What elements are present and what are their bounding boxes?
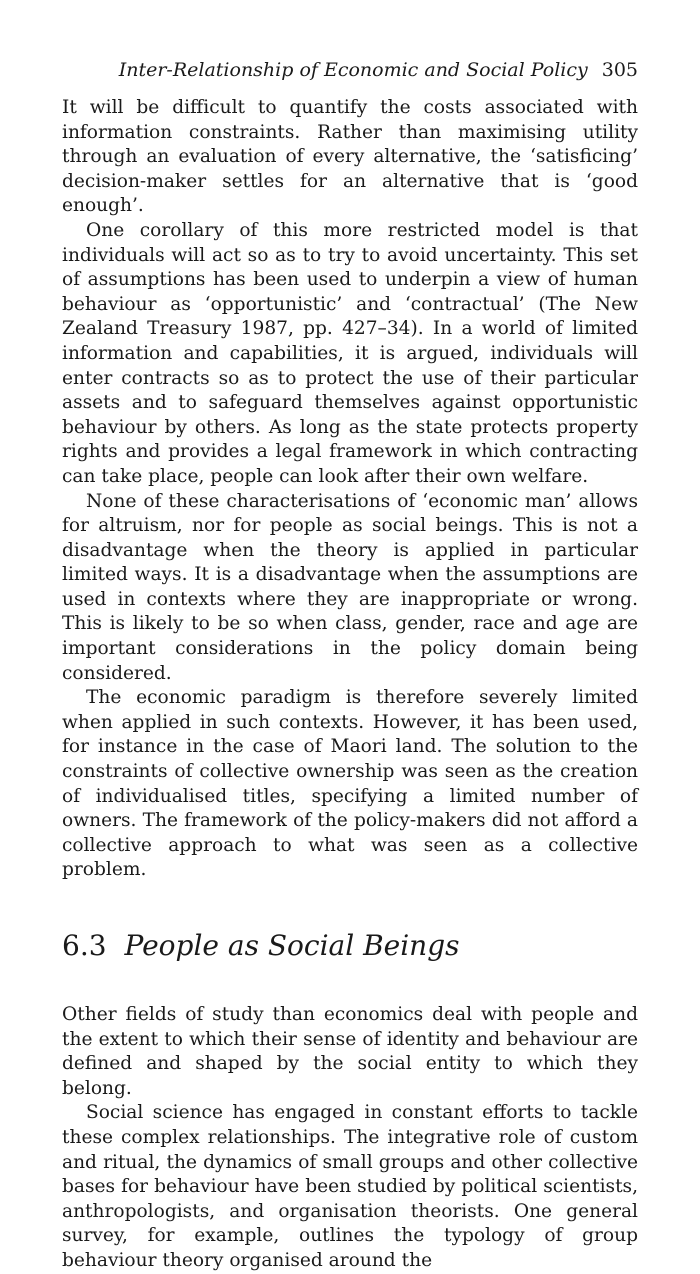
paragraph: None of these characterisations of ‘economic man’ allows for altruism, nor for people as social beings. This is not a disadvantage when the theory is applied in particular limited ways. It is a disadvantage when the assumptions are used in contexts where they are inappropriate or wrong. This is likely to be so when class, gender, race and age are important considerations in the policy domain being considered. <box>62 490 638 684</box>
running-header <box>62 58 638 88</box>
section-title: People as Social Beings <box>124 929 460 962</box>
paragraph: The economic paradigm is therefore severely limited when applied in such contexts. However, it has been used, for instance in the case of Maori land. The solution to the constraints of collective ownership was seen as the creation of individualised titles, specifying a limited number of owners. The framework of the policy-makers did not afford a collective approach to what was seen as a collective problem. <box>62 687 638 881</box>
section-number: 6.3 <box>62 929 107 962</box>
paragraph: One corollary of this more restricted model is that individuals will act so as to try to avoid uncertainty. This set of assumptions has been used to underpin a view of human behaviour as ‘opportunistic’ and ‘contractual’ (The New Zealand Treasury 1987, pp. 427–34). In a world of limited information and capabilities, it is argued, individuals will enter contracts so as to protect the use of their particular assets and to safeguard themselves against opportunistic behaviour by others. As long as the state protects property rights and provides a legal framework in which contracting can take place, people can look after their own welfare. <box>62 219 638 487</box>
section-heading <box>62 929 638 963</box>
paragraph: It will be difficult to quantify the costs associated with information constraints. Rather than maximising utility through an evaluation of every alternative, the ‘satisficing’ decision-maker settles for an alternative that is ‘good enough’. <box>62 97 638 217</box>
running-title: Inter-Relationship of Economic and Social Policy <box>118 59 588 81</box>
paragraph: Other fields of study than economics deal with people and the extent to which their sense of identity and behaviour are defined and shaped by the social entity to which they belong. <box>62 1004 638 1099</box>
page-number: 305 <box>601 59 638 81</box>
book-page <box>62 58 638 1274</box>
paragraph: Social science has engaged in constant efforts to tackle these complex relationships. The integrative role of custom and ritual, the dynamics of small groups and other collective bases for behaviour have been studied by political scientists, anthropologists, and organisation theorists. One general survey, for example, outlines the typology of group behaviour theory organised around the <box>62 1102 638 1271</box>
